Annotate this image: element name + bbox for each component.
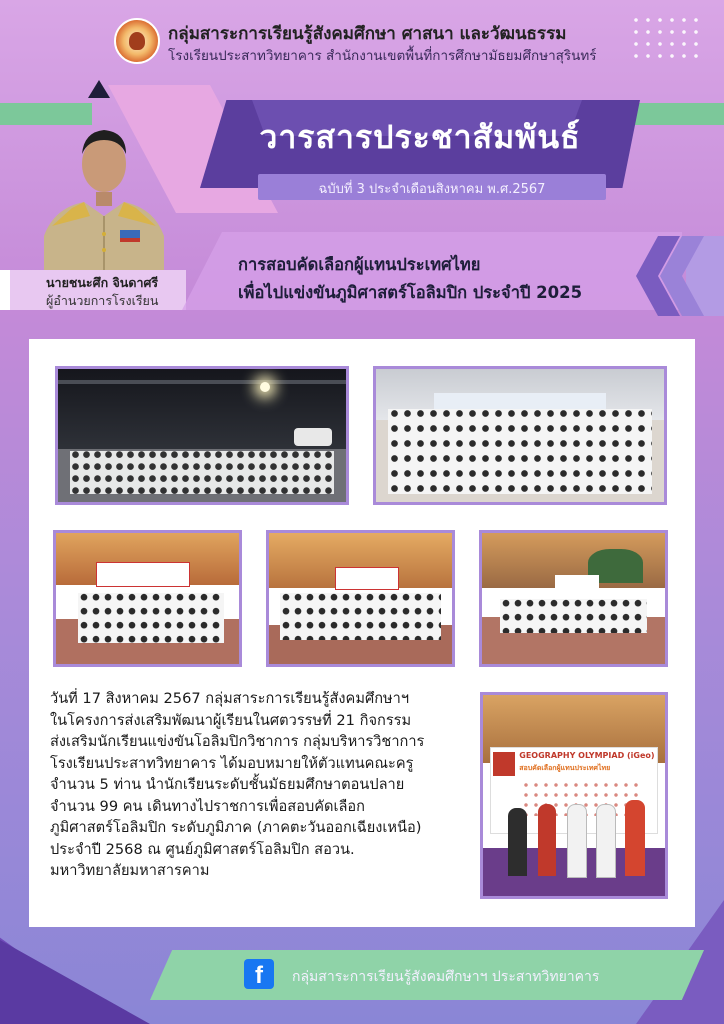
school-subtitle: โรงเรียนประสาทวิทยาคาร สำนักงานเขตพื้นที่การศึกษามัธยมศึกษาสุรินทร์ (168, 48, 597, 64)
article-body (50, 688, 475, 882)
photo-group-banner-2 (266, 530, 455, 667)
photo-olympiad-banner (480, 692, 668, 899)
photo-night-gathering (55, 366, 349, 505)
director-portrait (44, 116, 164, 272)
issue-label: ฉบับที่ 3 ประจำเดือนสิงหาคม พ.ศ.2567 (318, 182, 546, 197)
body-line: วันที่ 17 สิงหาคม 2567 กลุ่มสาระการเรียนรู้สังคมศึกษาฯ (50, 690, 410, 707)
photo-group-banner-3 (479, 530, 668, 667)
director-name: นายชนะศึก จินดาศรี (46, 275, 159, 290)
department-title: กลุ่มสาระการเรียนรู้สังคมศึกษา ศาสนา และวัฒนธรรม (168, 24, 567, 44)
headline-line-1: การสอบคัดเลือกผู้แทนประเทศไทย (238, 255, 481, 274)
footer-shape-left-dark (0, 940, 150, 1024)
body-line: ในโครงการส่งเสริมพัฒนาผู้เรียนในศตวรรษที่ 21 กิจกรรม (50, 711, 412, 729)
photo-group-banner-1 (53, 530, 242, 667)
director-role: ผู้อำนวยการโรงเรียน (46, 293, 159, 308)
body-line: มหาวิทยาลัยมหาสารคาม (50, 862, 210, 879)
decorative-dots (630, 14, 702, 60)
banner-text-selection: สอบคัดเลือกผู้แทนประเทศไทย (519, 764, 611, 773)
body-line: จำนวน 99 คน เดินทางไปราชการเพื่อสอบคัดเลือก (50, 797, 365, 815)
facebook-icon[interactable]: f (244, 959, 274, 989)
body-line: จำนวน 5 ท่าน นำนักเรียนระดับชั้นมัธยมศึกษาตอนปลาย (50, 776, 405, 793)
body-line: ส่งเสริมนักเรียนแข่งขันโอลิมปิกวิชาการ กลุ่มบริหารวิชาการ (50, 733, 425, 750)
body-line: ประจำปี 2568 ณ ศูนย์ภูมิศาสตร์โอลิมปิก สอวน. (50, 840, 355, 858)
photo-group-hall (373, 366, 667, 505)
director-photo (44, 116, 164, 272)
banner-text-olympiad: GEOGRAPHY OLYMPIAD (iGeo) (519, 751, 655, 761)
school-logo (114, 18, 160, 64)
facebook-page-link[interactable]: กลุ่มสาระการเรียนรู้สังคมศึกษาฯ ประสาทวิทยาคาร (292, 969, 600, 985)
body-line: ภูมิศาสตร์โอลิมปิก ระดับภูมิภาค (ภาคตะวันออกเฉียงเหนือ) (50, 819, 422, 836)
body-line: โรงเรียนประสาทวิทยาคาร ได้มอบหมายให้ตัวแทนคณะครู (50, 754, 414, 772)
name-plate-accent (0, 270, 10, 310)
triangle-decoration (88, 80, 110, 98)
newsletter-title: วารสารประชาสัมพันธ์ (259, 118, 581, 156)
headline-line-2: เพื่อไปแข่งขันภูมิศาสตร์โอลิมปิก ประจำปี 2025 (238, 283, 583, 302)
